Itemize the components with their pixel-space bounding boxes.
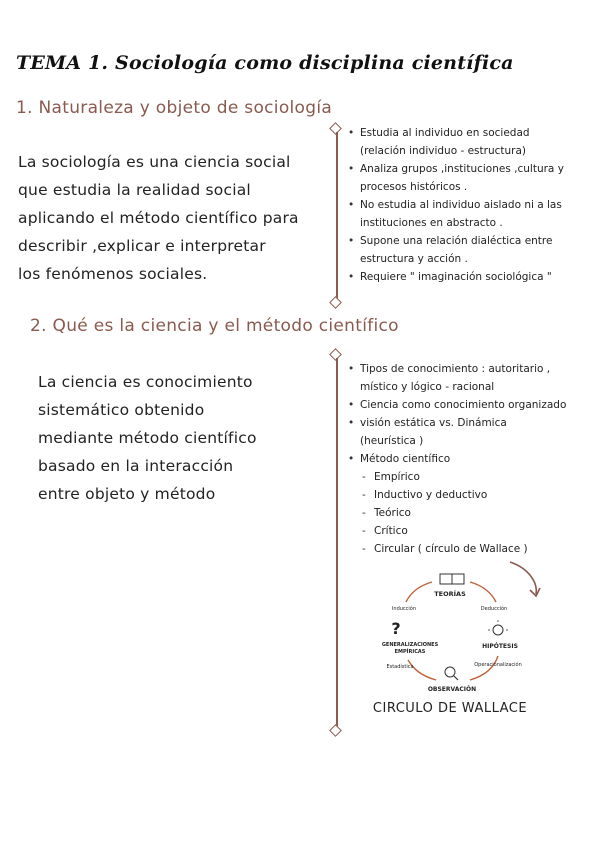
method-item: - Teórico bbox=[360, 504, 566, 522]
bullet-item: • Supone una relación dialéctica entre estructura y acción . bbox=[346, 232, 564, 268]
operacionalizacion-label: Operacionalización bbox=[474, 662, 522, 668]
paragraph-line: que estudia la realidad social bbox=[18, 181, 251, 199]
bullet-item: • Ciencia como conocimiento organizado bbox=[346, 396, 566, 414]
deduccion-label: Deducción bbox=[480, 606, 508, 612]
bullet-item: • Estudia al individuo en sociedad (relación individuo - estructura) bbox=[346, 124, 564, 160]
divider-rail-2 bbox=[336, 358, 338, 728]
paragraph-line: basado en la interacción bbox=[38, 457, 234, 475]
generalizaciones-label: GENERALIZACIONES bbox=[381, 642, 439, 648]
section-1-paragraph bbox=[18, 148, 299, 288]
section-1-bullets bbox=[346, 124, 564, 286]
method-item: - Inductivo y deductivo bbox=[360, 486, 566, 504]
cycle-arrow-top-right bbox=[470, 582, 496, 602]
observacion-label: OBSERVACIÓN bbox=[427, 686, 477, 693]
magnifier-icon bbox=[445, 667, 458, 680]
bullet-item: • Analiza grupos ,instituciones ,cultura y procesos históricos . bbox=[346, 160, 564, 196]
wallace-caption: CIRCULO DE WALLACE bbox=[372, 701, 528, 716]
method-item: - Circular ( círculo de Wallace ) bbox=[360, 540, 566, 558]
bullet-item: • Tipos de conocimiento : autoritario , místico y lógico - racional bbox=[346, 360, 566, 396]
divider-rail-1 bbox=[336, 132, 338, 300]
paragraph-line: los fenómenos sociales. bbox=[18, 265, 208, 283]
cycle-arrow-top-left bbox=[406, 582, 432, 602]
bullet-item: • No estudia al individuo aislado ni a las instituciones en abstracto . bbox=[346, 196, 564, 232]
method-item: - Crítico bbox=[360, 522, 566, 540]
section-2-heading: 2. Qué es la ciencia y el método científico bbox=[30, 316, 399, 336]
lightbulb-icon bbox=[488, 620, 508, 635]
cycle-arrow-bottom-left bbox=[408, 660, 436, 680]
rail-bottom-diamond-2 bbox=[329, 724, 342, 737]
section-2-bullets bbox=[346, 360, 566, 558]
bullet-item: • Requiere " imaginación sociológica " bbox=[346, 268, 564, 286]
paragraph-line: entre objeto y método bbox=[38, 485, 216, 503]
paragraph-line: aplicando el método científico para bbox=[18, 209, 299, 227]
paragraph-line: describir ,explicar e interpretar bbox=[18, 237, 266, 255]
estadistica-label: Estadística bbox=[386, 664, 414, 670]
paragraph-line: La ciencia es conocimiento bbox=[38, 373, 253, 391]
curved-arrow-icon bbox=[510, 562, 536, 594]
bullet-item: • Método científico - Empírico - Inductivo y deductivo - Teórico - Crítico - Circular ( círculo de Wallace ) bbox=[346, 450, 566, 558]
paragraph-line: La sociología es una ciencia social bbox=[18, 153, 291, 171]
page-title: TEMA 1. Sociología como disciplina científica bbox=[16, 52, 514, 74]
method-sublist bbox=[360, 468, 566, 558]
question-mark-icon: ? bbox=[391, 619, 401, 638]
cycle-arrow-bottom-right bbox=[470, 656, 498, 680]
empiricas-label: EMPÍRICAS bbox=[394, 649, 426, 655]
paragraph-line: sistemático obtenido bbox=[38, 401, 205, 419]
bullet-item: • visión estática vs. Dinámica (heurística ) bbox=[346, 414, 566, 450]
section-2-paragraph bbox=[38, 368, 257, 508]
rail-bottom-diamond-1 bbox=[329, 296, 342, 309]
teorias-label: TEORÍAS bbox=[434, 590, 466, 598]
book-icon bbox=[440, 574, 464, 584]
method-item: - Empírico bbox=[360, 468, 566, 486]
induccion-label: Inducción bbox=[391, 606, 417, 612]
hipotesis-label: HIPÓTESIS bbox=[482, 643, 518, 650]
paragraph-line: mediante método científico bbox=[38, 429, 257, 447]
section-1-heading: 1. Naturaleza y objeto de sociología bbox=[16, 98, 333, 118]
wallace-circle-diagram bbox=[370, 560, 570, 720]
